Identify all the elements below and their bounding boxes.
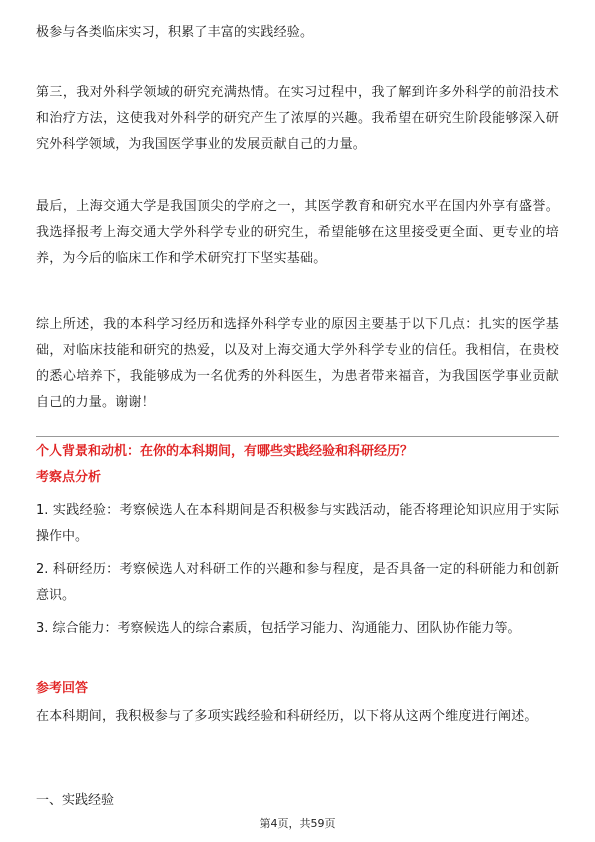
- analysis-item-research: 2. 科研经历：考察候选人对科研工作的兴趣和参与程度，是否具备一定的科研能力和创新意识。: [36, 562, 559, 603]
- answer-heading: 参考回答: [36, 681, 89, 696]
- paragraph-final-reason: 最后，上海交通大学是我国顶尖的学府之一，其医学教育和研究水平在国内外享有盛誉。我选择报考上海交通大学外科学专业的研究生，希望能够在这里接受更全面、更专业的培养，为今后的临床工作和学术研究打下坚实基础。: [36, 199, 559, 266]
- page-number-footer: 第4页，共59页: [259, 817, 336, 830]
- analysis-item-overall: 3. 综合能力：考察候选人的综合素质，包括学习能力、沟通能力、团队协作能力等。: [36, 621, 521, 636]
- question-title: 个人背景和动机：在你的本科期间，有哪些实践经验和科研经历？: [36, 444, 414, 459]
- section-heading-practice: 一、实践经验: [36, 793, 115, 808]
- analysis-item-practice: 1. 实践经验：考察候选人在本科期间是否积极参与实践活动，能否将理论知识应用于实际操作中。: [36, 503, 559, 544]
- analysis-heading: 考察点分析: [36, 470, 102, 485]
- answer-intro: 在本科期间，我积极参与了多项实践经验和科研经历，以下将从这两个维度进行阐述。: [36, 709, 538, 724]
- paragraph-continuation: 极参与各类临床实习，积累了丰富的实践经验。: [36, 25, 314, 40]
- divider: [36, 436, 559, 437]
- paragraph-third-reason: 第三，我对外科学领域的研究充满热情。在实习过程中，我了解到许多外科学的前沿技术和治疗方法，这使我对外科学的研究产生了浓厚的兴趣。我希望在研究生阶段能够深入研究外科学领域，为我国医学事业的发展贡献自己的力量。: [36, 85, 559, 152]
- analysis-list: [36, 498, 559, 649]
- paragraph-summary: 综上所述，我的本科学习经历和选择外科学专业的原因主要基于以下几点：扎实的医学基础，对临床技能和研究的热爱，以及对上海交通大学外科学专业的信任。我相信，在贵校的悉心培养下，我能够成为一名优秀的外科医生，为患者带来福音，为我国医学事业贡献自己的力量。谢谢！: [36, 317, 559, 410]
